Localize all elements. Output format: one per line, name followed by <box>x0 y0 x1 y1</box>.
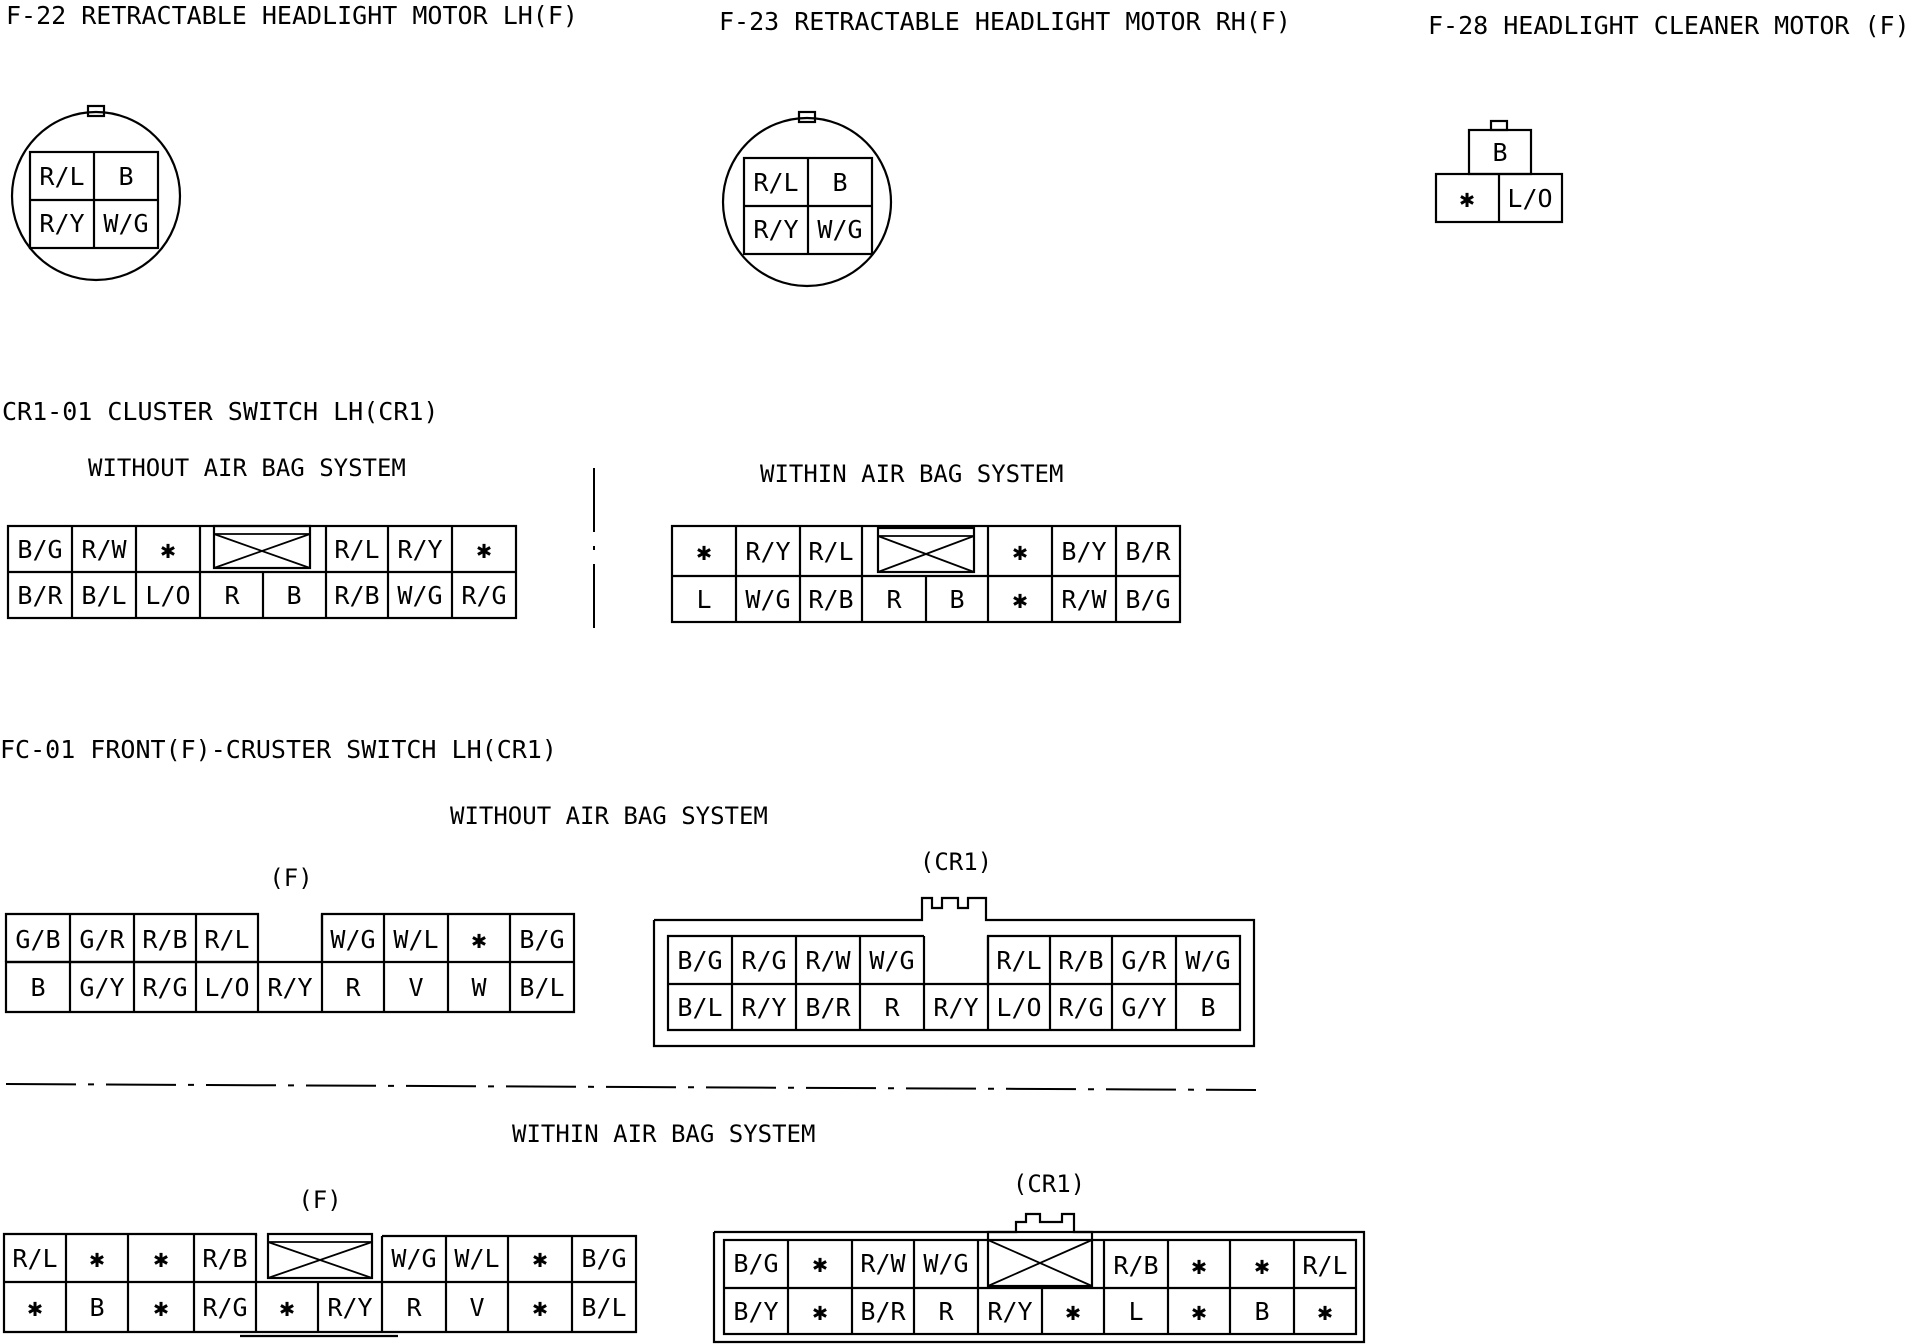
f23-pin: W/G <box>817 215 863 244</box>
cr1-01-without-pin: B/L <box>81 581 127 610</box>
section-divider <box>6 1084 1256 1090</box>
fc-01-without-cr1-pin: W/G <box>1185 946 1231 975</box>
fc-01-within-f-pin: R/L <box>12 1244 58 1273</box>
cr1-01-title: CR1-01 CLUSTER SWITCH LH(CR1) <box>2 397 439 426</box>
cr1-01-within-pin: B <box>949 585 965 614</box>
fc-01-within-cr1-pin: L <box>1128 1297 1144 1326</box>
fc-01-title: FC-01 FRONT(F)-CRUSTER SWITCH LH(CR1) <box>0 735 557 764</box>
fc-01-without-f-pin: R <box>345 973 361 1002</box>
fc-01-within-f-pin: R/G <box>202 1293 248 1322</box>
fc-01-without-f-pin: R/B <box>142 925 188 954</box>
f23-pin: B <box>832 168 848 197</box>
fc-01-within-cr1-pin: R/L <box>1302 1251 1348 1280</box>
fc-01-within-cr1-label: (CR1) <box>1012 1170 1086 1198</box>
cr1-01-without-pin: ✱ <box>476 535 492 564</box>
fc-01-without-cr1-pin: R <box>884 993 900 1022</box>
cr1-01-without-pin: R/L <box>334 535 380 564</box>
cr1-01-within-pin: R/W <box>1061 585 1107 614</box>
f22-title: F-22 RETRACTABLE HEADLIGHT MOTOR LH(F) <box>6 1 578 30</box>
fc-01-within-f-pin: ✱ <box>153 1244 169 1273</box>
fc-01-without-cr1-pin: B/L <box>677 993 723 1022</box>
cr1-01-without-pin: W/G <box>397 581 443 610</box>
connector-cr1-01 <box>2 397 1180 636</box>
connector-key-mark <box>214 526 310 568</box>
fc-01-without-cr1-pin: R/B <box>1058 946 1104 975</box>
cr1-01-without-pin: R <box>224 581 240 610</box>
connector-fc-01 <box>0 735 1364 1342</box>
cr1-01-without-pin: B <box>286 581 302 610</box>
fc-01-without-f-pin: W/G <box>330 925 376 954</box>
fc-01-without-f-pin: B <box>30 973 46 1002</box>
fc-01-within-f-pin: R <box>406 1293 422 1322</box>
fc-01-within-cr1-pin: ✱ <box>1191 1251 1207 1280</box>
fc-01-without-cr1-pin: G/Y <box>1121 993 1167 1022</box>
cr1-01-within-pin: R <box>886 585 902 614</box>
fc-01-within-f-pin: B <box>89 1293 105 1322</box>
fc-01-without-label: WITHOUT AIR BAG SYSTEM <box>450 802 768 830</box>
fc-01-without-cr1-pin: B/G <box>677 946 723 975</box>
fc-01-within-cr1-pin: R <box>938 1297 954 1326</box>
fc-01-within-f-pin: R/Y <box>327 1293 373 1322</box>
fc-01-without-cr1-pin: R/Y <box>933 993 979 1022</box>
fc-01-without-f-pin: G/R <box>79 925 125 954</box>
fc-01-within-f-pin: V <box>469 1293 485 1322</box>
cr1-01-without-label: WITHOUT AIR BAG SYSTEM <box>88 454 406 482</box>
fc-01-without-cr1-pin: R/G <box>741 946 787 975</box>
fc-01-within-f-pin: ✱ <box>153 1293 169 1322</box>
cr1-01-within-pin: R/Y <box>745 537 791 566</box>
f23-pin: R/Y <box>753 215 799 244</box>
fc-01-within-cr1-pin: W/G <box>923 1249 969 1278</box>
cr1-01-without-pin: ✱ <box>160 535 176 564</box>
cr1-01-within-label: WITHIN AIR BAG SYSTEM <box>760 460 1064 488</box>
f22-pin: R/L <box>39 162 85 191</box>
fc-01-within-f-pin: W/G <box>391 1244 437 1273</box>
fc-01-within-cr1-pin: ✱ <box>1317 1297 1333 1326</box>
f23-connector-body <box>723 112 891 286</box>
fc-01-within-cr1-pin: ✱ <box>812 1297 828 1326</box>
fc-01-within-cr1-pin: B/Y <box>733 1297 779 1326</box>
fc-01-without-cr1-pin: W/G <box>869 946 915 975</box>
cr1-01-within-pin: ✱ <box>696 537 712 566</box>
fc-01-within-cr1-pin: B <box>1254 1297 1270 1326</box>
fc-01-without-f-pin: W/L <box>393 925 439 954</box>
f22-connector-body <box>12 106 180 280</box>
fc-01-without-cr1-pin: R/L <box>996 946 1042 975</box>
cr1-01-within-pin: B/Y <box>1061 537 1107 566</box>
f23-pin: R/L <box>753 168 799 197</box>
cr1-01-without-pin: B/G <box>17 535 63 564</box>
fc-01-within-f-pin: ✱ <box>27 1293 43 1322</box>
fc-01-within-label: WITHIN AIR BAG SYSTEM <box>512 1120 816 1148</box>
cr1-01-without-pin: L/O <box>145 581 191 610</box>
cr1-01-within-pin: ✱ <box>1012 537 1028 566</box>
connector-f28 <box>1428 11 1910 222</box>
fc-01-within-f-pin: B/L <box>581 1293 627 1322</box>
cr1-01-within-pin: B/R <box>1125 537 1171 566</box>
fc-01-without-cr1-pin: R/Y <box>741 993 787 1022</box>
fc-01-within-cr1-pin: ✱ <box>1191 1297 1207 1326</box>
fc-01-without-f-pin: L/O <box>204 973 250 1002</box>
cr1-01-without-pin: R/B <box>334 581 380 610</box>
f22-pin: W/G <box>103 209 149 238</box>
cr1-01-without-pin: R/G <box>461 581 507 610</box>
fc-01-without-f-pin: R/L <box>204 925 250 954</box>
fc-01-without-f-pin: R/Y <box>267 973 313 1002</box>
fc-01-without-f-pin: B/G <box>519 925 565 954</box>
connector-key-mark <box>988 1232 1092 1286</box>
f23-title: F-23 RETRACTABLE HEADLIGHT MOTOR RH(F) <box>719 7 1291 36</box>
fc-01-within-f-pin: ✱ <box>89 1244 105 1273</box>
fc-01-without-cr1-pin: B/R <box>805 993 851 1022</box>
fc-01-within-cr1-pin: R/Y <box>987 1297 1033 1326</box>
fc-01-within-f-pin: R/B <box>202 1244 248 1273</box>
cr1-01-within-pin: B/G <box>1125 585 1171 614</box>
connector-f23 <box>719 7 1291 286</box>
cr1-01-within-pin: L <box>696 585 712 614</box>
cr1-01-without-pin: B/R <box>17 581 63 610</box>
f28-pin: ✱ <box>1459 184 1475 213</box>
fc-01-without-cr1-pin: L/O <box>996 993 1042 1022</box>
fc-01-without-f-pin: G/Y <box>79 973 125 1002</box>
fc-01-without-f-label: (F) <box>269 864 313 892</box>
fc-01-within-f-pin: B/G <box>581 1244 627 1273</box>
f22-pin: B <box>118 162 134 191</box>
fc-01-without-f-pin: B/L <box>519 973 565 1002</box>
f22-pin: R/Y <box>39 209 85 238</box>
fc-01-within-cr1-pin: ✱ <box>1065 1297 1081 1326</box>
fc-01-without-f-pin: G/B <box>15 925 61 954</box>
f28-pin: L/O <box>1507 184 1553 213</box>
fc-01-within-cr1-pin: R/W <box>860 1249 906 1278</box>
fc-01-without-cr1-pin: G/R <box>1121 946 1167 975</box>
cr1-01-within-pin: W/G <box>745 585 791 614</box>
cr1-01-within-pin: ✱ <box>1012 585 1028 614</box>
connector-key-mark <box>878 528 974 572</box>
f28-pin: B <box>1492 138 1508 167</box>
fc-01-without-f-pin: ✱ <box>471 925 487 954</box>
fc-01-within-cr1-pin: B/G <box>733 1249 779 1278</box>
fc-01-within-f-pin: ✱ <box>532 1293 548 1322</box>
fc-01-without-f-pin: R/G <box>142 973 188 1002</box>
fc-01-without-f-pin: V <box>408 973 424 1002</box>
fc-01-without-cr1-label: (CR1) <box>919 848 993 876</box>
fc-01-without-f-pin: W <box>471 973 487 1002</box>
fc-01-within-cr1-pin: ✱ <box>1254 1251 1270 1280</box>
cr1-01-without-pin: R/W <box>81 535 127 564</box>
fc-01-without-cr1-pin: R/G <box>1058 993 1104 1022</box>
fc-01-within-f-label: (F) <box>298 1186 342 1214</box>
connector-f22 <box>6 1 578 280</box>
fc-01-within-cr1-pin: ✱ <box>812 1249 828 1278</box>
f28-title: F-28 HEADLIGHT CLEANER MOTOR (F) <box>1428 11 1910 40</box>
fc-01-within-cr1-pin: R/B <box>1113 1251 1159 1280</box>
fc-01-without-cr1-pin: B <box>1200 993 1216 1022</box>
fc-01-within-cr1-pin: B/R <box>860 1297 906 1326</box>
fc-01-within-f-pin: ✱ <box>532 1244 548 1273</box>
fc-01-within-f-pin: ✱ <box>279 1293 295 1322</box>
fc-01-within-f-pin: W/L <box>454 1244 500 1273</box>
fc-01-without-cr1-pin: R/W <box>805 946 851 975</box>
connector-key-mark <box>268 1234 372 1278</box>
cr1-01-within-pin: R/L <box>808 537 854 566</box>
cr1-01-within-pin: R/B <box>808 585 854 614</box>
cr1-01-without-pin: R/Y <box>397 535 443 564</box>
